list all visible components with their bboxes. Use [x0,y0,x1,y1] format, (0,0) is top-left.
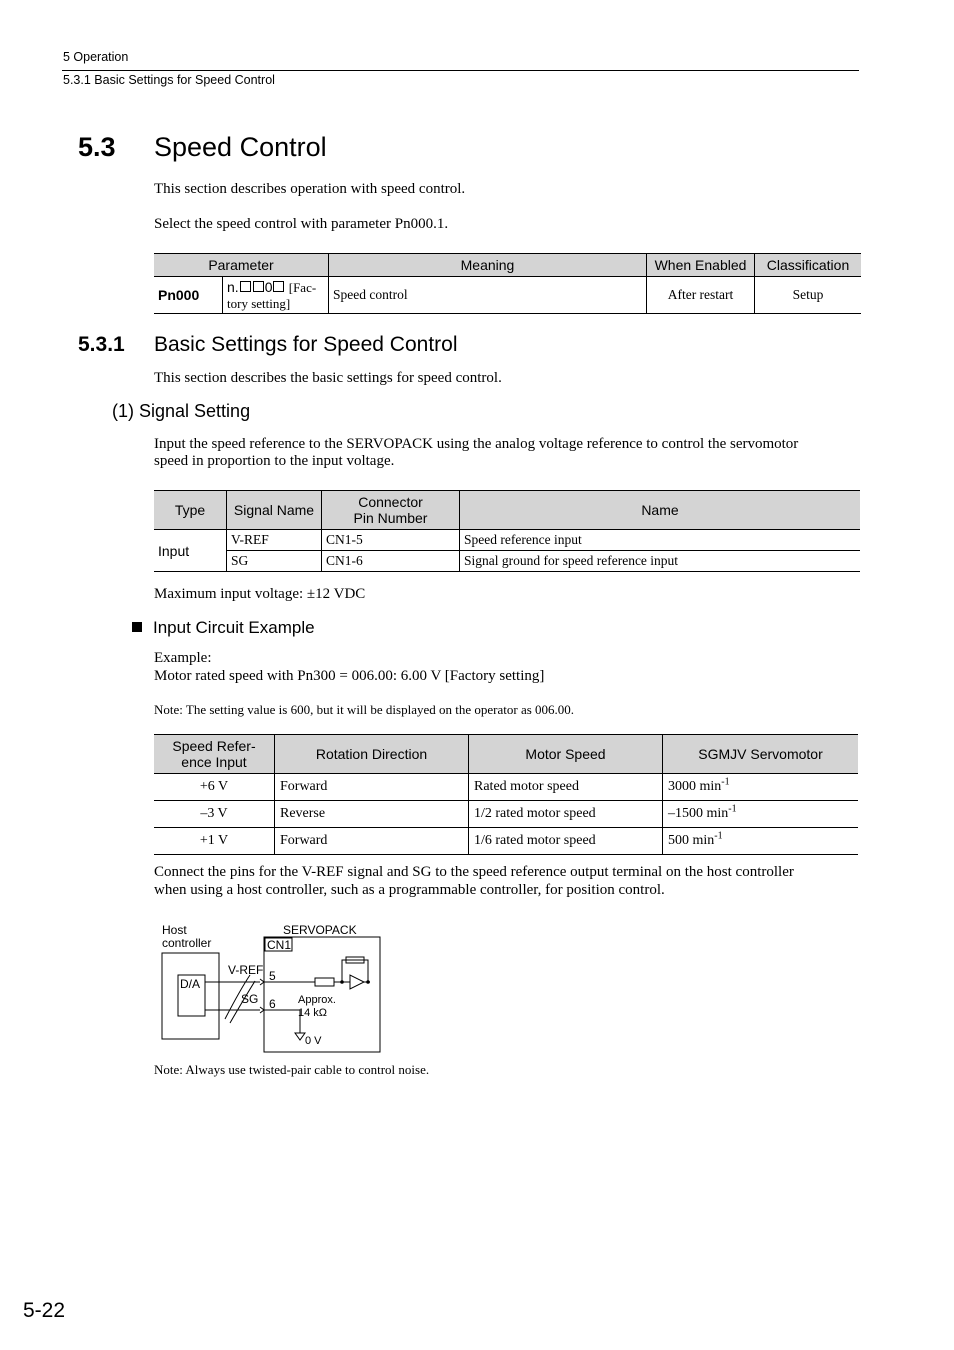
diagram-host-label-2: controller [162,936,212,950]
signal-pin: CN1-5 [322,530,460,551]
example-text: Motor rated speed with Pn300 = 006.00: 6.00 V [Factory setting] [154,668,545,684]
servo-value: –1500 [668,806,707,821]
connect-text-1: Connect the pins for the V-REF signal and SG to the speed reference output terminal on the host controller [154,864,794,880]
parameter-table-header [154,254,861,277]
signal-setting-text-1: Input the speed reference to the SERVOPACK using the analog voltage reference to control the servomotor [154,436,799,452]
table-row [154,551,860,572]
diagram-pin6-label: 6 [269,997,276,1011]
param-classification: Setup [755,277,862,314]
example-label: Example: [154,650,212,666]
servo-value: 500 [668,833,693,848]
servo-unit-exponent: -1 [714,830,723,842]
header-line-connector: Connector [358,494,423,510]
speed-ref-input: +1 V [154,828,275,855]
col-header-motor-speed: Motor Speed [469,735,663,774]
motor-speed: 1/6 rated motor speed [469,828,663,855]
diagram-vref-label: V-REF [228,963,264,977]
diagram-resistance-label: 14 kΩ [298,1007,328,1019]
page-number: 5-22 [23,1299,66,1322]
rotation-direction: Forward [275,828,469,855]
diagram-pin5-label: 5 [269,969,276,983]
section-select-text: Select the speed control with parameter Pn000.1. [154,216,449,232]
pin6-connector-icon [260,1007,264,1013]
signal-name: SG [227,551,322,572]
col-header-sgmjv-servomotor: SGMJV Servomotor [663,735,859,774]
servomotor-speed [663,828,859,855]
servo-unit: min [706,806,729,821]
resistor-icon [315,978,334,986]
speed-table [154,734,858,855]
header-rule [62,70,859,71]
rotation-direction: Reverse [275,801,469,828]
header-line-ence-input: ence Input [181,754,247,770]
subsection-title: Basic Settings for Speed Control [154,333,458,356]
speed-table-header [154,735,858,774]
servomotor-speed [663,774,859,801]
col-header-speed-ref [154,735,275,774]
col-header-signal-name: Signal Name [227,491,322,530]
bullet-square-icon [132,622,142,632]
header-line-speed-refer: Speed Refer- [172,738,256,754]
servo-unit-exponent: -1 [721,776,730,788]
subsection-intro: This section describes the basic settings for speed control. [154,370,502,386]
input-circuit-heading [132,618,315,638]
col-header-name: Name [460,491,861,530]
col-header-rotation-direction: Rotation Direction [275,735,469,774]
col-header-type: Type [154,491,227,530]
signal-setting-heading: (1) Signal Setting [112,401,251,421]
ground-icon [295,1033,305,1040]
diagram-cn1-label: CN1 [267,938,292,952]
junction-dot-icon [366,980,370,984]
motor-speed: Rated motor speed [469,774,663,801]
setting-note-2: tory setting] [227,295,291,311]
servomotor-speed [663,801,859,828]
table-row [154,828,858,855]
setting-digit: 0 [264,278,273,295]
pin5-connector-icon [260,979,264,985]
connect-text-2: when using a host controller, such as a programmable controller, for position control. [154,882,665,898]
diagram-da-label: D/A [180,977,201,991]
signal-description: Speed reference input [460,530,861,551]
section-title: Speed Control [154,132,327,162]
twisted-pair-note: Note: Always use twisted-pair cable to control noise. [154,1062,430,1077]
signal-setting-text-2: speed in proportion to the input voltage. [154,453,395,469]
table-row [154,530,860,551]
speed-ref-input: +6 V [154,774,275,801]
signal-name: V-REF [227,530,322,551]
diagram-servopack-label: SERVOPACK [283,923,357,937]
input-circuit-title: Input Circuit Example [153,618,315,637]
op-amp-icon [350,975,364,989]
table-row [154,801,858,828]
signal-pin: CN1-6 [322,551,460,572]
running-header-chapter: 5 Operation [63,50,129,64]
parameter-table [154,253,861,314]
servo-unit: min [692,833,715,848]
speed-ref-input: –3 V [154,801,275,828]
digit-box-icon [240,281,251,292]
junction-dot-icon [340,980,344,984]
max-voltage-text: Maximum input voltage: ±12 VDC [154,586,366,602]
col-header-classification: Classification [755,254,862,277]
servo-unit: min [699,779,722,794]
motor-speed: 1/2 rated motor speed [469,801,663,828]
col-header-meaning: Meaning [329,254,647,277]
section-intro: This section describes operation with speed control. [154,181,466,197]
signal-description: Signal ground for speed reference input [460,551,861,572]
section-number: 5.3 [78,132,116,162]
diagram-sg-label: SG [241,992,259,1006]
servo-value: 3000 [668,779,700,794]
diagram-host-label-1: Host [162,923,187,937]
param-when-enabled: After restart [647,277,755,314]
digit-box-icon [273,281,284,292]
signal-table [154,490,860,572]
subsection-number: 5.3.1 [78,333,125,356]
rotation-direction: Forward [275,774,469,801]
setting-prefix: n. [227,278,239,295]
col-header-parameter: Parameter [154,254,329,277]
table-row [154,277,861,314]
setting-note-1: [Fac- [285,279,317,295]
col-header-when-enabled: When Enabled [647,254,755,277]
param-setting [223,277,329,314]
header-line-pin-number: Pin Number [353,510,428,526]
param-number: Pn000 [154,277,223,314]
signal-type: Input [154,530,227,572]
param-meaning: Speed control [329,277,647,314]
host-controller-box [162,953,219,1039]
diagram-approx-label: Approx. [298,994,336,1006]
col-header-connector-pin [322,491,460,530]
servo-unit-exponent: -1 [728,803,737,815]
digit-box-icon [253,281,264,292]
table-row [154,774,858,801]
running-header-section: 5.3.1 Basic Settings for Speed Control [63,73,275,87]
example-note: Note: The setting value is 600, but it will be displayed on the operator as 006.00. [154,702,575,717]
input-circuit-diagram [150,915,390,1060]
signal-table-header [154,491,860,530]
diagram-zero-v-label: 0 V [305,1035,322,1047]
